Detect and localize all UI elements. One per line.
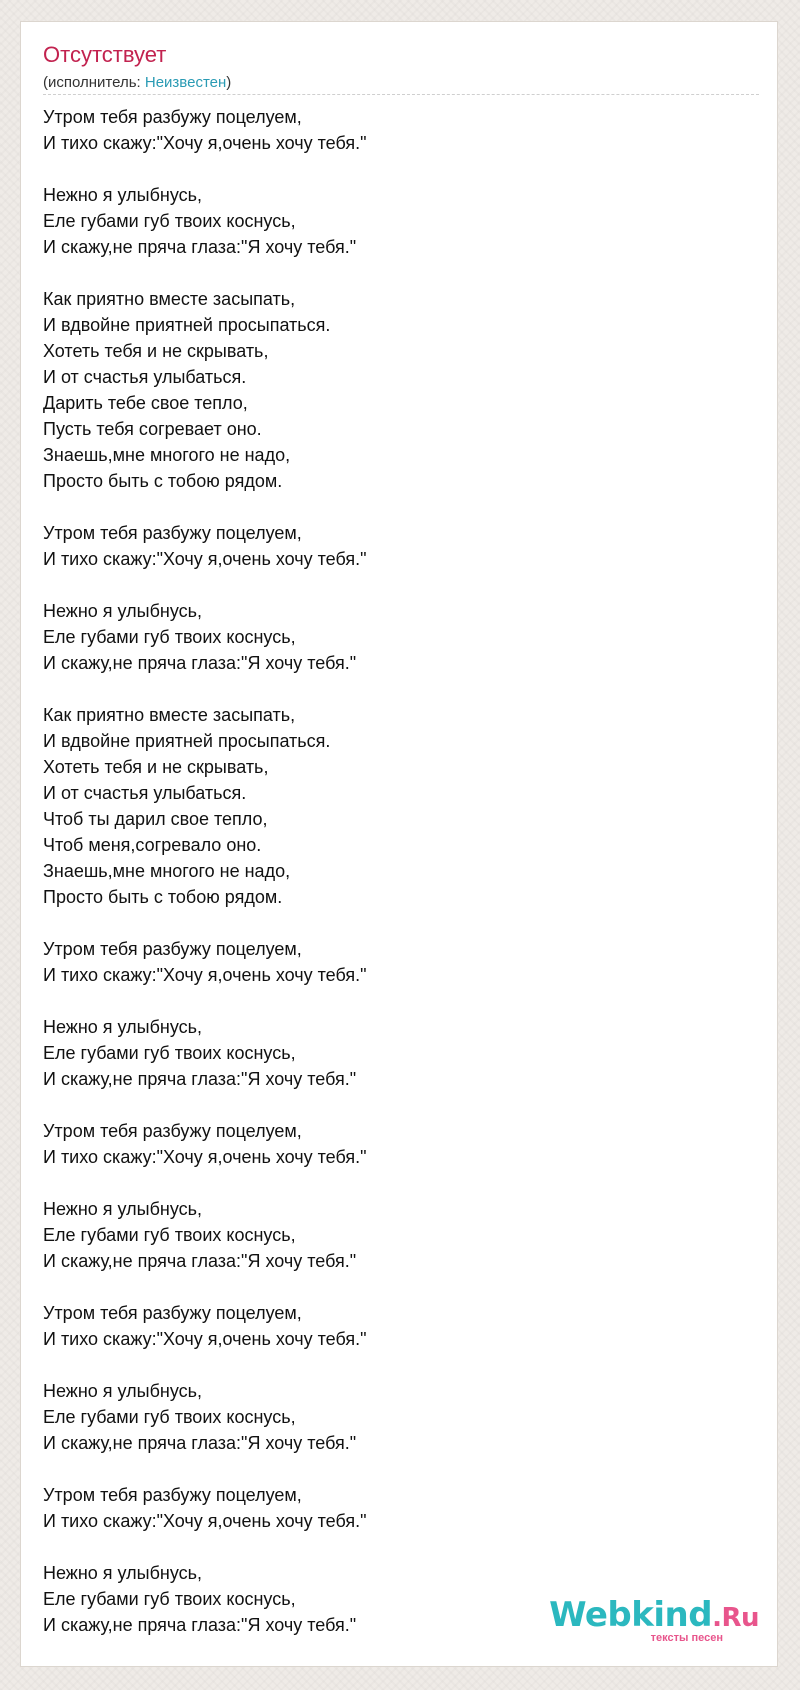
lyric-line: И тихо скажу:"Хочу я,очень хочу тебя." <box>43 1329 367 1349</box>
logo-subtitle: тексты песен <box>650 1632 723 1644</box>
lyric-line: Знаешь,мне многого не надо, <box>43 861 291 881</box>
lyrics-stanza <box>43 1196 743 1274</box>
lyric-line: И от счастья улыбаться. <box>43 367 247 387</box>
lyric-line: Утром тебя разбужу поцелуем, <box>43 107 302 127</box>
lyrics-stanza <box>43 1118 743 1170</box>
lyric-line: Еле губами губ твоих коснусь, <box>43 627 296 647</box>
logo-wordmark <box>549 1597 759 1636</box>
lyric-line: Утром тебя разбужу поцелуем, <box>43 1121 302 1141</box>
lyrics-stanza <box>43 1482 743 1534</box>
lyric-line: И скажу,не пряча глаза:"Я хочу тебя." <box>43 1433 357 1453</box>
song-title: Отсутствует <box>43 42 167 67</box>
lyric-line: И вдвойне приятней просыпаться. <box>43 315 331 335</box>
lyric-line: Утром тебя разбужу поцелуем, <box>43 939 302 959</box>
lyric-line: Просто быть с тобою рядом. <box>43 471 283 491</box>
lyrics-stanza <box>43 520 743 572</box>
artist-link[interactable]: Неизвестен <box>144 74 227 91</box>
lyric-line: Хотеть тебя и не скрывать, <box>43 757 269 777</box>
lyric-line: Еле губами губ твоих коснусь, <box>43 1407 296 1427</box>
lyrics-stanza <box>43 702 743 910</box>
lyrics-stanza <box>43 286 743 494</box>
artist-suffix: ) <box>226 74 232 91</box>
lyric-line: Чтоб ты дарил свое тепло, <box>43 809 268 829</box>
lyric-line: И скажу,не пряча глаза:"Я хочу тебя." <box>43 1069 357 1089</box>
lyric-line: Пусть тебя согревает оно. <box>43 419 262 439</box>
lyric-line: Нежно я улыбнусь, <box>43 1199 203 1219</box>
lyrics-card <box>20 21 778 1667</box>
lyric-line: Нежно я улыбнусь, <box>43 1563 203 1583</box>
lyrics-stanza <box>43 598 743 676</box>
lyrics-stanza <box>43 182 743 260</box>
lyric-line: И скажу,не пряча глаза:"Я хочу тебя." <box>43 1615 357 1635</box>
lyric-line: Еле губами губ твоих коснусь, <box>43 1043 296 1063</box>
lyric-line: Как приятно вместе засыпать, <box>43 705 296 725</box>
lyric-line: Нежно я улыбнусь, <box>43 601 203 621</box>
lyric-line: Еле губами губ твоих коснусь, <box>43 1225 296 1245</box>
title-divider <box>43 94 759 95</box>
lyrics-stanza <box>43 1014 743 1092</box>
lyric-line: Чтоб меня,согревало оно. <box>43 835 262 855</box>
lyric-line: Утром тебя разбужу поцелуем, <box>43 1485 302 1505</box>
lyrics-text <box>43 104 743 1664</box>
lyric-line: И скажу,не пряча глаза:"Я хочу тебя." <box>43 237 357 257</box>
lyric-line: Нежно я улыбнусь, <box>43 185 203 205</box>
lyrics-stanza <box>43 1300 743 1352</box>
lyrics-stanza <box>43 104 743 156</box>
lyric-line: Утром тебя разбужу поцелуем, <box>43 523 302 543</box>
logo-tld: .Ru <box>712 1603 759 1633</box>
lyric-line: И тихо скажу:"Хочу я,очень хочу тебя." <box>43 133 367 153</box>
lyrics-stanza <box>43 936 743 988</box>
lyric-line: И тихо скажу:"Хочу я,очень хочу тебя." <box>43 549 367 569</box>
lyric-line: Утром тебя разбужу поцелуем, <box>43 1303 302 1323</box>
lyric-line: Как приятно вместе засыпать, <box>43 289 296 309</box>
artist-prefix: (исполнитель: <box>43 74 145 91</box>
lyric-line: И от счастья улыбаться. <box>43 783 247 803</box>
logo-main-text: Webkind <box>549 1595 713 1635</box>
lyric-line: Дарить тебе свое тепло, <box>43 393 248 413</box>
lyric-line: Просто быть с тобою рядом. <box>43 887 283 907</box>
lyric-line: Еле губами губ твоих коснусь, <box>43 1589 296 1609</box>
lyric-line: И тихо скажу:"Хочу я,очень хочу тебя." <box>43 1511 367 1531</box>
lyric-line: Нежно я улыбнусь, <box>43 1017 203 1037</box>
lyric-line: И тихо скажу:"Хочу я,очень хочу тебя." <box>43 1147 367 1167</box>
lyric-line: Нежно я улыбнусь, <box>43 1381 203 1401</box>
lyric-line: Еле губами губ твоих коснусь, <box>43 211 296 231</box>
lyric-line: И скажу,не пряча глаза:"Я хочу тебя." <box>43 653 357 673</box>
lyric-line: И скажу,не пряча глаза:"Я хочу тебя." <box>43 1251 357 1271</box>
site-logo[interactable] <box>549 1597 759 1644</box>
lyric-line: Хотеть тебя и не скрывать, <box>43 341 269 361</box>
lyrics-stanza <box>43 1378 743 1456</box>
artist-line <box>43 74 231 92</box>
lyric-line: И вдвойне приятней просыпаться. <box>43 731 331 751</box>
lyric-line: Знаешь,мне многого не надо, <box>43 445 291 465</box>
lyric-line: И тихо скажу:"Хочу я,очень хочу тебя." <box>43 965 367 985</box>
